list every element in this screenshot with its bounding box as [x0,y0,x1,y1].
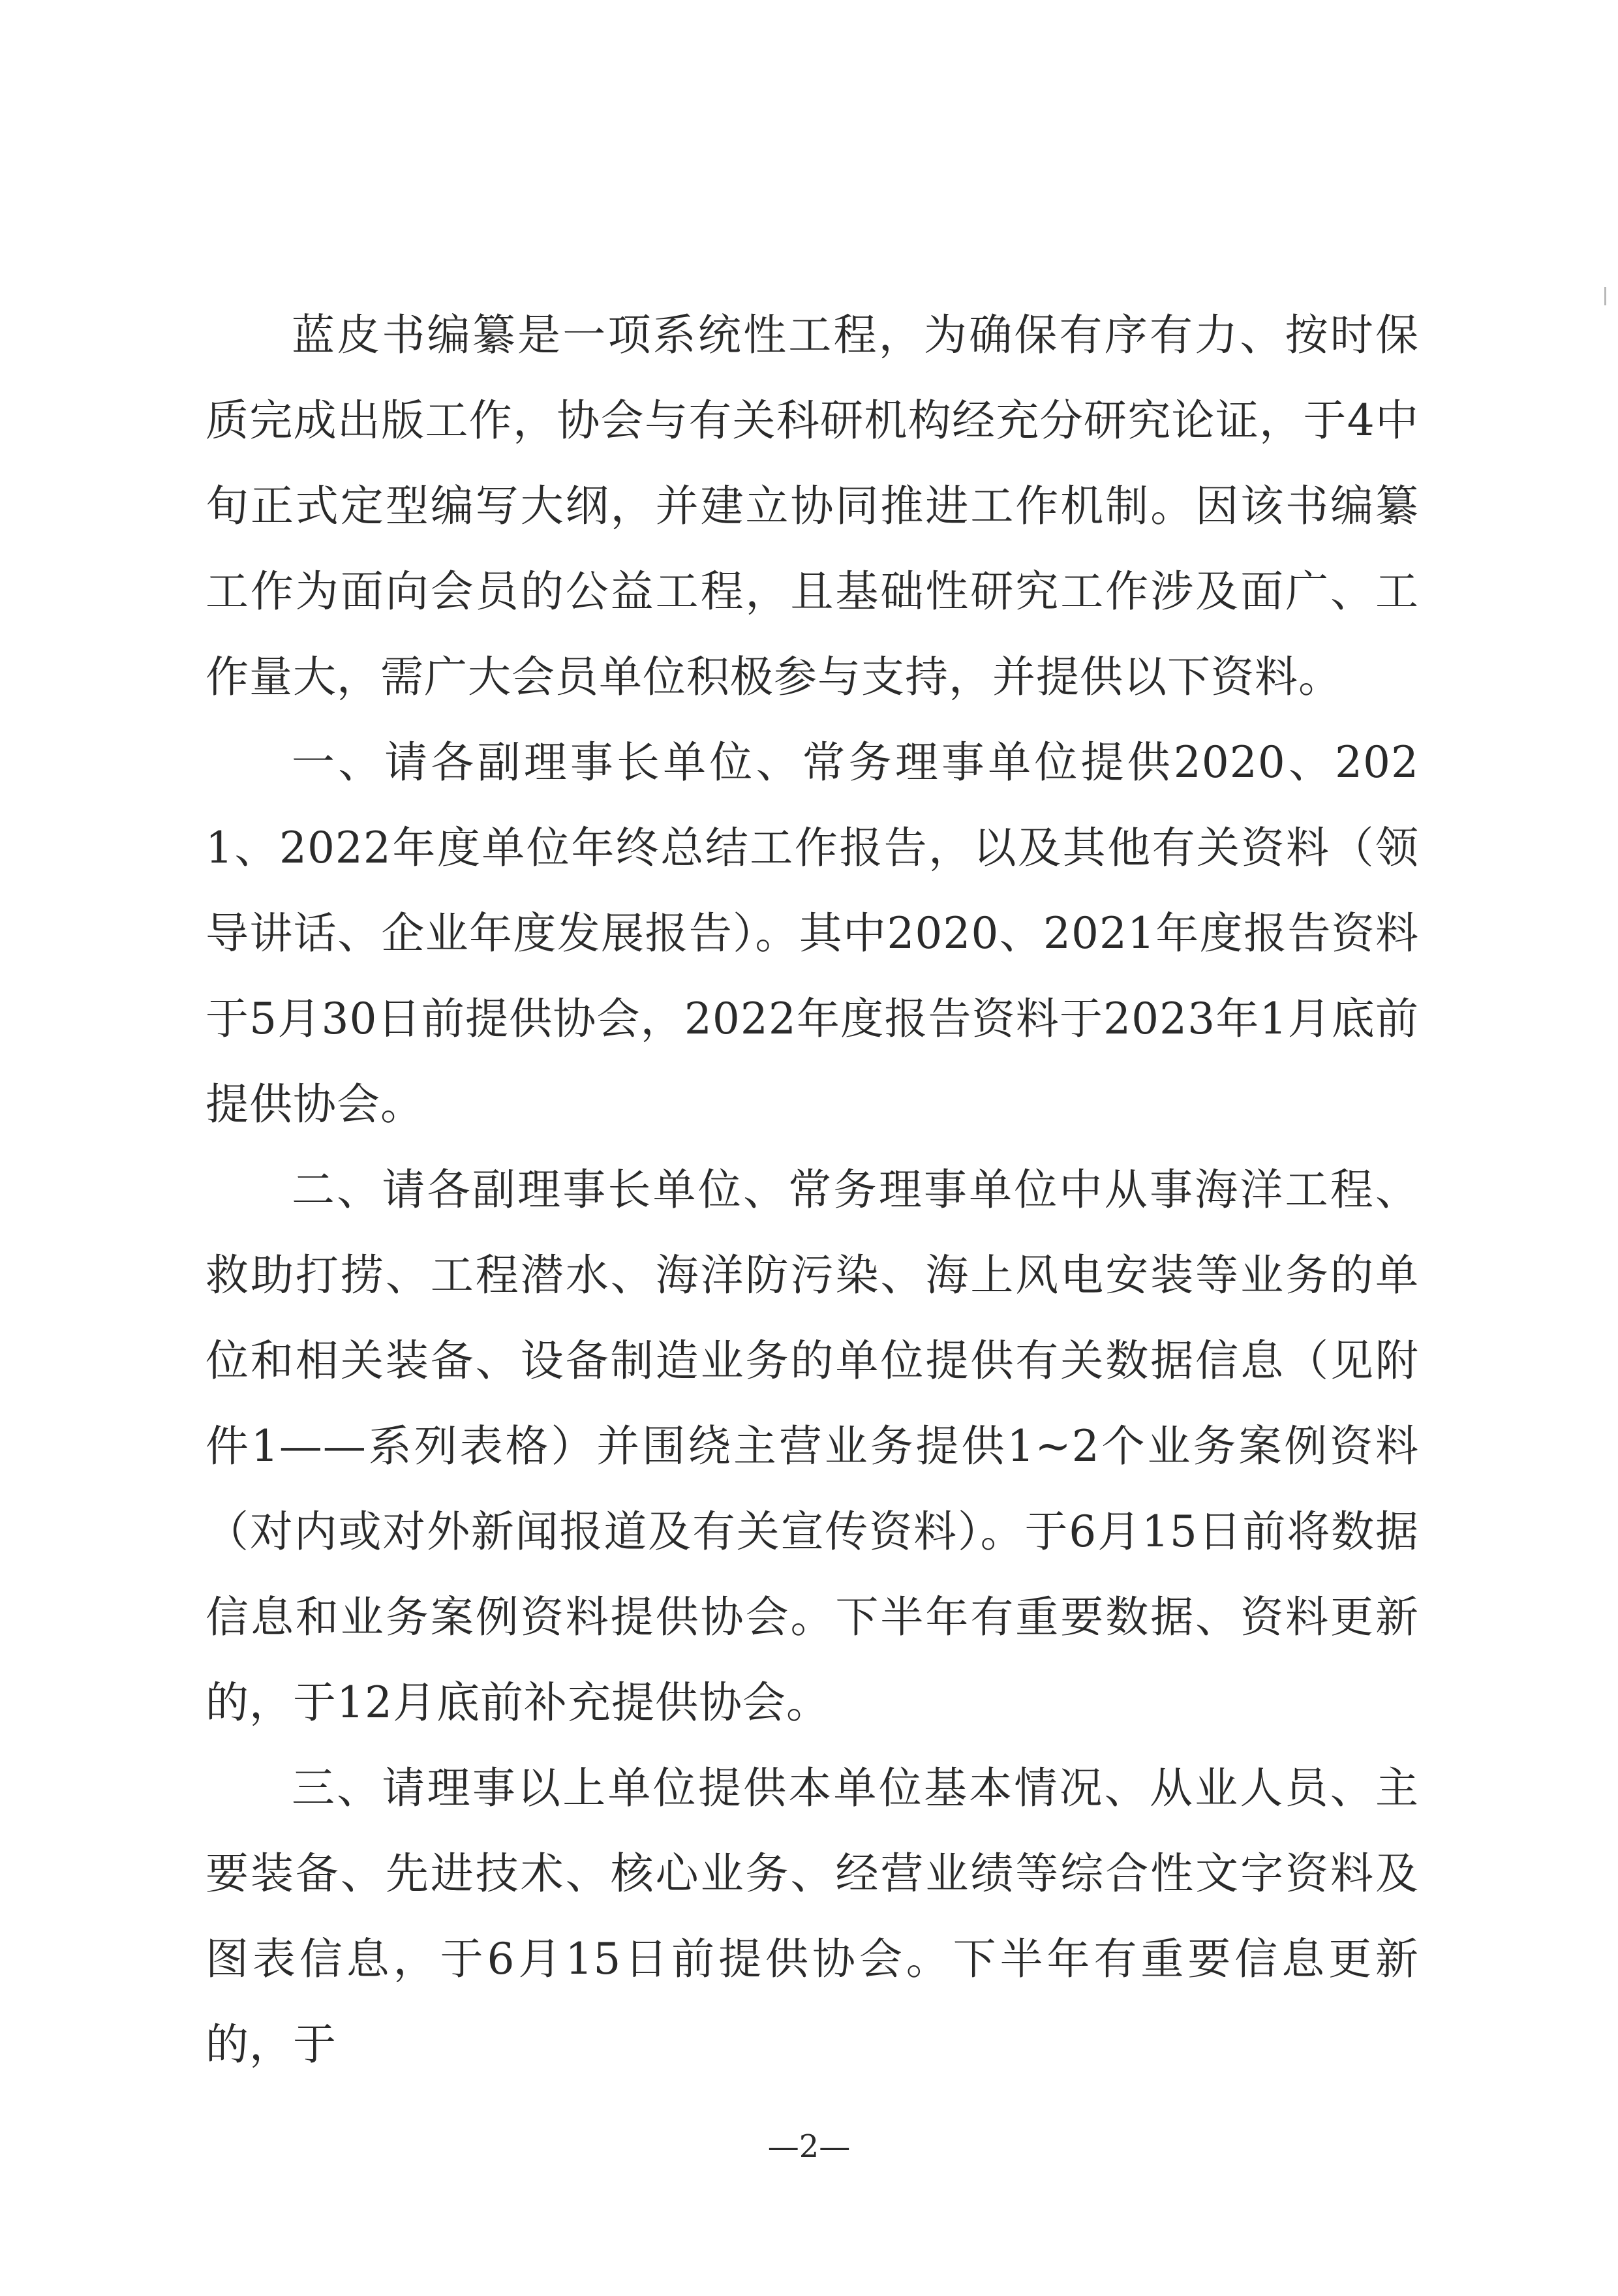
paragraph-item-1: 一、请各副理事长单位、常务理事单位提供2020、2021、2022年度单位年终总结工作报告，以及其他有关资料（领导讲话、企业年度发展报告）。其中2020、2021年度报告资料于5月30日前提供协会，2022年度报告资料于2023年1月底前提供协会。 [206,737,1419,1129]
paragraph-item-3: 三、请理事以上单位提供本单位基本情况、从业人员、主要装备、先进技术、核心业务、经营业绩等综合性文字资料及图表信息，于6月15日前提供协会。下半年有重要信息更新的，于 [206,1763,1419,2070]
document-body [206,292,1419,2087]
paragraph-intro: 蓝皮书编纂是一项系统性工程，为确保有序有力、按时保质完成出版工作，协会与有关科研机构经充分研究论证，于4中旬正式定型编写大纲，并建立协同推进工作机制。因该书编纂工作为面向会员的公益工程，且基础性研究工作涉及面广、工作量大，需广大会员单位积极参与支持，并提供以下资料。 [206,310,1419,702]
page-number: —2— [767,2128,851,2165]
paragraph-item-2: 二、请各副理事长单位、常务理事单位中从事海洋工程、救助打捞、工程潜水、海洋防污染、海上风电安装等业务的单位和相关装备、设备制造业务的单位提供有关数据信息（见附件1——系列表格）并围绕主营业务提供1~2个业务案例资料（对内或对外新闻报道及有关宣传资料）。于6月15日前将数据信息和业务案例资料提供协会。下半年有重要数据、资料更新的，于12月底前补充提供协会。 [206,1165,1419,1728]
scan-artifact-mark [1604,287,1606,305]
